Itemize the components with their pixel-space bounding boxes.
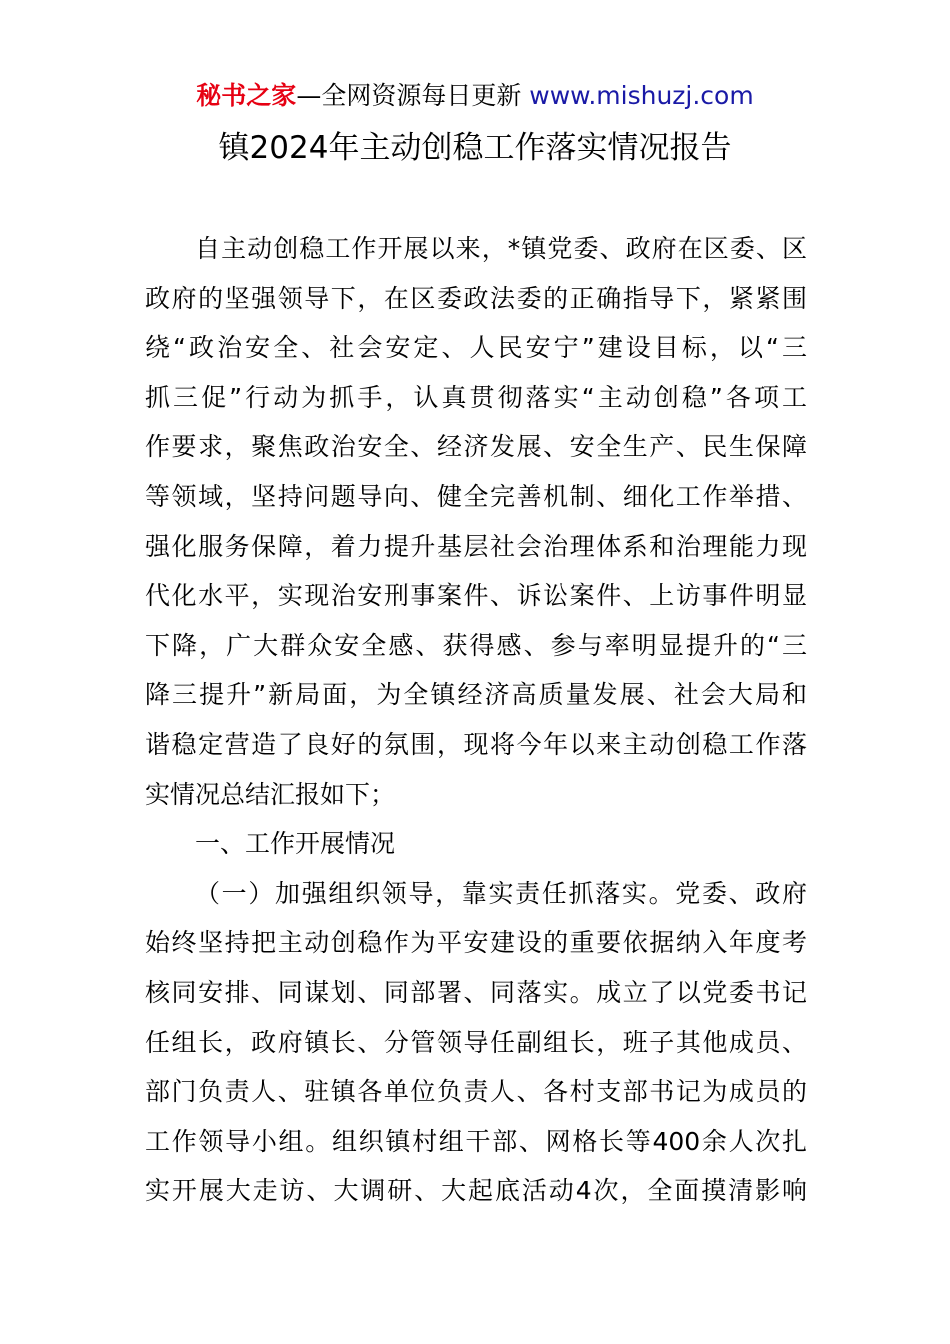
text-line: 工作领导小组。组织镇村组干部、网格长等400余人次扎 (145, 1126, 807, 1156)
text-line: 实情况总结汇报如下； (145, 779, 396, 809)
text-line: 自主动创稳工作开展以来，*镇党委、政府在区委、区 (195, 234, 807, 263)
text-line: 核同安排、同谋划、同部署、同落实。成立了以党委书记 (145, 977, 807, 1007)
text-line: 谐稳定营造了良好的氛围，现将今年以来主动创稳工作落 (145, 729, 807, 759)
header-tagline: —全网资源每日更新 (296, 81, 522, 110)
text-line: 作要求，聚焦政治安全、经济发展、安全生产、民生保障 (145, 432, 807, 462)
text-line: 任组长，政府镇长、分管领导任副组长，班子其他成员、 (145, 1027, 807, 1057)
paragraph-organization (145, 869, 807, 1216)
document-body (145, 224, 807, 1216)
text-line: 实开展大走访、大调研、大起底活动4次，全面摸清影响 (145, 1176, 807, 1206)
text-line: 等领域，坚持问题导向、健全完善机制、细化工作举措、 (145, 481, 807, 511)
document-title: 镇2024年主动创稳工作落实情况报告 (218, 130, 732, 166)
text-line: 代化水平，实现治安刑事案件、诉讼案件、上访事件明显 (145, 581, 807, 611)
text-line: 绕“政治安全、社会安定、人民安宁”建设目标，以“三 (145, 333, 807, 363)
text-line: 降三提升”新局面，为全镇经济高质量发展、社会大局和 (145, 680, 807, 710)
text-line: 部门负责人、驻镇各单位负责人、各村支部书记为成员的 (145, 1077, 807, 1107)
paragraph-intro (145, 224, 807, 819)
text-line: （一）加强组织领导，靠实责任抓落实。党委、政府 (195, 878, 807, 908)
site-url-link[interactable]: www.mishuzj.com (529, 81, 754, 110)
brand-name: 秘书之家 (196, 81, 297, 110)
site-header (0, 80, 950, 112)
text-line: 政府的坚强领导下，在区委政法委的正确指导下，紧紧围 (145, 283, 807, 313)
text-line: 始终坚持把主动创稳作为平安建设的重要依据纳入年度考 (145, 928, 807, 958)
section-heading-text: 一、工作开展情况 (195, 829, 396, 859)
text-line: 抓三促”行动为抓手，认真贯彻落实“主动创稳”各项工 (145, 382, 807, 412)
text-line: 强化服务保障，着力提升基层社会治理体系和治理能力现 (145, 531, 807, 561)
section-heading (145, 819, 807, 869)
text-line: 下降，广大群众安全感、获得感、参与率明显提升的“三 (145, 630, 807, 660)
